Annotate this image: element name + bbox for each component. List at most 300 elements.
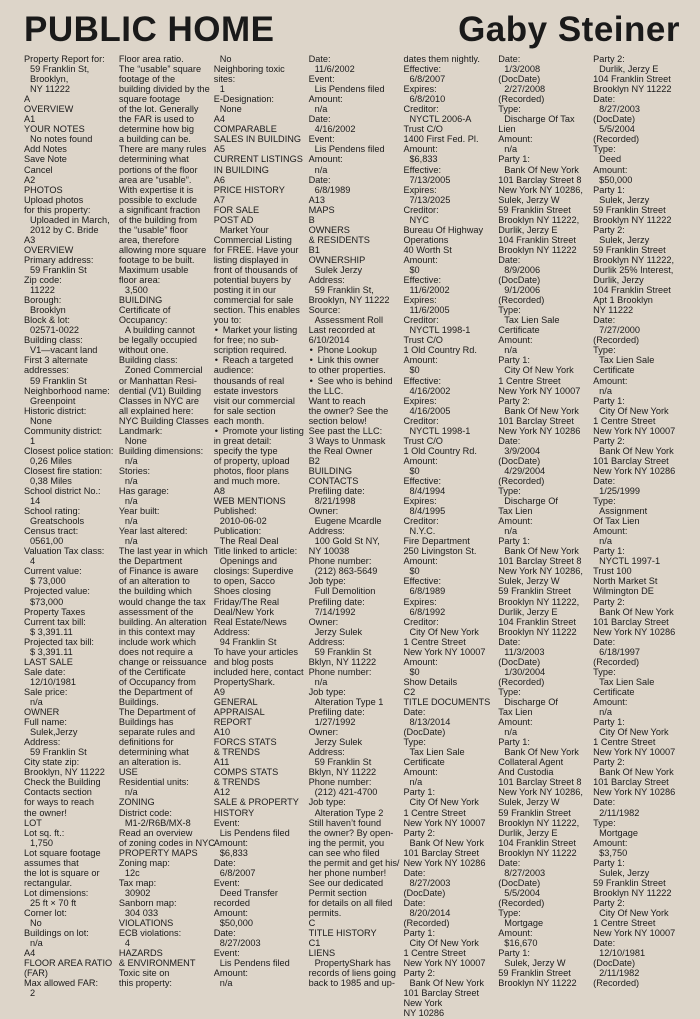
report-line-text: Date:	[213, 857, 236, 868]
report-line	[214, 787, 301, 797]
report-line	[24, 84, 111, 94]
report-line	[309, 265, 396, 275]
report-line-text: (DocDate)	[403, 887, 446, 898]
report-line-text: Owner:	[308, 616, 339, 627]
report-line	[214, 928, 301, 938]
report-line	[119, 777, 206, 787]
report-line-text: A4	[24, 948, 36, 959]
report-line-text: Durlik, Jerzy E	[498, 224, 558, 235]
report-line	[119, 968, 206, 978]
report-line-text: Creditor:	[403, 104, 439, 115]
report-line-text: Alteration Type 1	[314, 697, 384, 707]
report-line-text: Job type:	[308, 797, 346, 808]
report-line-text: Party 2:	[593, 897, 625, 908]
report-line	[24, 717, 111, 727]
report-line-text: Type:	[593, 496, 616, 507]
report-line-text: 11/6/2002	[409, 285, 450, 296]
report-line-text: Date:	[593, 797, 616, 808]
report-line-text: Date:	[498, 54, 521, 64]
report-line	[593, 195, 680, 205]
report-line	[498, 948, 585, 958]
report-line-text: NYC Building Classes	[118, 415, 209, 426]
report-line-text: n/a	[124, 455, 138, 466]
report-line	[403, 978, 490, 988]
report-line	[309, 295, 396, 305]
report-line	[309, 546, 396, 556]
report-line	[309, 84, 396, 94]
report-line-text: 6/8/2007	[219, 867, 256, 878]
report-line-text: CONTACTS	[308, 475, 359, 486]
report-line-text: 8/27/2003	[599, 104, 641, 115]
report-line	[403, 556, 490, 566]
report-line-text: Event:	[213, 948, 240, 959]
report-line	[309, 144, 396, 154]
report-line-text: Wilmington DE	[593, 586, 654, 597]
report-line-text: New York NY 10007	[593, 928, 676, 939]
report-line-text: Block & lot:	[24, 315, 70, 326]
report-line-text: 59 Franklin Street	[593, 204, 666, 215]
report-line-text: n/a	[504, 144, 518, 155]
report-line	[214, 265, 301, 275]
report-line-text: 101 Barclay Street 8	[498, 777, 582, 788]
report-line-text: $6,833	[409, 154, 438, 165]
report-line-text: Year built:	[118, 506, 160, 517]
report-line-text: 59 Franklin Street	[593, 877, 666, 888]
report-line-text: Sale date:	[24, 666, 66, 677]
report-line-text: 1 Centre Street	[403, 636, 466, 647]
report-line-text: her phone number!	[308, 867, 387, 878]
report-line	[403, 265, 490, 275]
report-line	[119, 818, 206, 828]
report-line-text: 59 Franklin St	[30, 747, 87, 758]
report-line	[403, 496, 490, 506]
report-line	[403, 566, 490, 576]
report-line-text: Party 2:	[403, 827, 436, 838]
report-line-text: Sulek, Jerzy W	[504, 958, 566, 969]
report-line-text: Date:	[308, 174, 331, 185]
report-line	[214, 295, 301, 305]
report-line	[403, 295, 490, 305]
report-line-text: footage of the	[118, 74, 176, 85]
report-line-text: Date:	[593, 475, 616, 486]
report-line-text: 1 Old Country Rd.	[403, 445, 477, 456]
report-line	[24, 908, 111, 918]
report-line	[403, 94, 490, 104]
report-line	[593, 104, 680, 114]
report-line-text: & TRENDS	[213, 747, 261, 758]
report-line-text: Classes in NYC are	[118, 395, 200, 406]
report-line	[24, 165, 111, 175]
report-line-text: B2	[308, 455, 320, 466]
report-line-text: Date:	[403, 707, 426, 718]
report-line	[119, 486, 206, 496]
report-line	[403, 426, 490, 436]
report-line-text: 8/21/1998	[314, 496, 356, 507]
report-line-text: CURRENT LISTINGS	[213, 154, 303, 165]
report-line-text: Show Details	[403, 676, 458, 687]
report-line	[498, 858, 585, 868]
report-line-text: Sulek, Jerzy	[599, 234, 650, 245]
report-line-text: Amount:	[403, 254, 438, 265]
report-line-text: Buildings.	[118, 697, 159, 707]
report-line	[24, 275, 111, 285]
report-line-text: (Recorded)	[593, 978, 640, 989]
report-line-text: all explained here:	[118, 405, 194, 416]
report-line	[309, 486, 396, 496]
report-line-text: the lot is square or	[24, 867, 100, 878]
report-line-text: Link this owner	[317, 355, 379, 366]
report-line-text: Expires:	[403, 395, 437, 406]
report-line	[119, 195, 206, 205]
report-line	[214, 546, 301, 556]
bullet-icon: •	[309, 345, 313, 356]
report-line-text: Want to reach	[308, 395, 366, 406]
report-line-text: Phone number:	[308, 556, 372, 567]
report-line	[403, 245, 490, 255]
report-line-text: New York NY 10007	[403, 817, 486, 828]
report-line	[498, 205, 585, 215]
report-line	[214, 205, 301, 215]
report-line-text: for FREE. Have your	[213, 244, 299, 255]
report-line-text: or Manhattan Resi-	[118, 375, 197, 386]
report-line-text: None	[124, 435, 147, 446]
report-line	[214, 215, 301, 225]
report-line-text: Brooklyn NY 11222	[498, 244, 577, 255]
report-line-text: Discharge Of	[504, 496, 558, 507]
report-line	[214, 838, 301, 848]
report-line	[119, 446, 206, 456]
report-line	[119, 978, 206, 988]
report-line	[498, 345, 585, 355]
report-line	[214, 878, 301, 888]
report-line	[498, 144, 585, 154]
report-line	[214, 797, 301, 807]
report-line-text: Tax Lien Sale	[599, 355, 655, 366]
report-line-text: 8/4/1994	[409, 486, 446, 497]
report-line-text: Expires:	[403, 596, 437, 607]
report-line	[119, 868, 206, 878]
report-line-text: Sanborn map:	[118, 897, 177, 908]
report-line	[214, 737, 301, 747]
report-line-text: School district No.:	[24, 486, 101, 497]
report-line-text: NY 10038	[308, 546, 350, 557]
report-line	[498, 466, 585, 476]
report-line-text: 1	[30, 435, 36, 446]
report-line	[214, 687, 301, 697]
report-line	[24, 757, 111, 767]
report-line-text: Trust C/O	[403, 124, 443, 135]
report-line	[24, 566, 111, 576]
report-line	[403, 878, 490, 888]
bullet-icon: •	[214, 355, 218, 366]
report-line-text: PropertyShark.	[213, 676, 275, 687]
report-line	[309, 134, 396, 144]
report-line	[119, 456, 206, 466]
report-line-text: 101 Barclay Street	[593, 455, 669, 466]
report-line-text: Event:	[308, 74, 335, 85]
report-line	[24, 737, 111, 747]
report-line	[403, 275, 490, 285]
report-line-text: 101 Barclay Street 8	[498, 174, 582, 185]
report-line	[309, 516, 396, 526]
report-line	[119, 898, 206, 908]
report-line-text: Publication:	[213, 526, 262, 537]
report-line-text: Save Note	[24, 154, 67, 165]
report-line-text: n/a	[30, 697, 43, 707]
report-line-text: 4	[124, 938, 130, 949]
report-line	[24, 476, 111, 486]
report-line	[498, 808, 585, 818]
report-line-text: Mortgage	[504, 918, 544, 929]
report-line	[119, 376, 206, 386]
text-column-7	[593, 54, 680, 989]
report-line	[119, 315, 206, 325]
report-line-text: (DocDate)	[593, 958, 636, 969]
report-line	[309, 808, 396, 818]
report-line-text: potential buyers by	[213, 275, 291, 286]
report-line	[403, 637, 490, 647]
report-line	[24, 818, 111, 828]
report-line	[119, 516, 206, 526]
report-line-text: included here, contact	[213, 666, 304, 677]
report-line-text: Market your listing	[222, 325, 298, 336]
report-line	[214, 858, 301, 868]
report-line-text: 1/3/2008	[504, 64, 541, 75]
report-line	[119, 617, 206, 627]
report-line-text: A8	[213, 486, 225, 497]
report-line	[498, 165, 585, 175]
report-line	[309, 908, 396, 918]
report-line-text: Zip code:	[24, 275, 62, 286]
report-line	[214, 516, 301, 526]
report-line-text: 59 Franklin Street	[593, 244, 666, 255]
report-line	[24, 808, 111, 818]
report-line-text: 4/16/2002	[314, 124, 356, 135]
report-line	[24, 536, 111, 546]
report-line-text: 101 Barclay Street 8	[498, 556, 582, 567]
report-line-text: 7/27/2000	[599, 325, 641, 336]
report-line-text: Brooklyn NY 11222	[498, 626, 577, 637]
report-line-text: Lis Pendens filed	[219, 958, 290, 969]
report-line	[403, 707, 490, 717]
report-line	[403, 597, 490, 607]
report-line	[309, 315, 396, 325]
report-line-text: Amount:	[498, 134, 533, 145]
report-line-text: Lot sq. ft.:	[24, 827, 65, 838]
report-line	[593, 54, 680, 64]
report-line-text: rectangular.	[24, 877, 73, 888]
report-line	[403, 888, 490, 898]
report-line	[498, 828, 585, 838]
report-line	[498, 185, 585, 195]
report-line	[498, 365, 585, 375]
report-line-text: Amount:	[403, 556, 438, 567]
report-line-text: in this context may	[118, 626, 195, 637]
report-line-text: Projected value:	[24, 586, 90, 597]
report-line-text: an alteration is.	[118, 757, 182, 768]
report-line-text: A5	[213, 144, 225, 155]
report-line	[498, 777, 585, 787]
report-line-text: OWNERSHIP	[308, 254, 366, 265]
report-line-text: Property Taxes	[24, 606, 86, 617]
report-line-text: A9	[213, 686, 225, 697]
report-line-text: posting it in our	[213, 285, 277, 296]
report-line-text: $0	[409, 566, 420, 577]
report-line	[403, 687, 490, 697]
report-line	[119, 717, 206, 727]
report-line-text: 1 Centre Street	[403, 948, 466, 959]
report-line	[119, 225, 206, 235]
report-line-text: Tax map:	[118, 877, 157, 888]
report-line-text: N.Y.C.	[409, 526, 436, 537]
report-line-text: Tax Lien Sale	[409, 747, 465, 758]
report-line	[309, 54, 396, 64]
report-line-text: Date:	[498, 857, 521, 868]
report-line-text: New York	[403, 998, 443, 1009]
report-line-text: No	[219, 54, 232, 64]
report-line	[403, 195, 490, 205]
report-line-text: Last recorded at	[308, 325, 375, 336]
report-line	[593, 808, 680, 818]
report-line	[119, 285, 206, 295]
report-line-text: Buildings on lot:	[24, 928, 89, 939]
report-line-text: 1400 First Fed. Pl.	[403, 134, 479, 145]
report-line	[24, 154, 111, 164]
report-line	[309, 818, 396, 828]
report-line-text: the Real Owner	[308, 445, 373, 456]
report-line	[24, 436, 111, 446]
report-line	[24, 918, 111, 928]
report-line	[24, 406, 111, 416]
report-line	[498, 446, 585, 456]
report-line-text: V1—vacant land	[30, 345, 98, 356]
report-line	[309, 627, 396, 637]
report-line-text: Date:	[498, 636, 521, 647]
report-line-text: 59 Franklin Street	[498, 968, 571, 979]
report-line	[309, 697, 396, 707]
report-line	[593, 637, 680, 647]
report-line	[593, 536, 680, 546]
report-line-text: (DocDate)	[498, 275, 541, 286]
report-line-text: Type:	[498, 686, 521, 697]
report-line-text: the FAR is used to	[118, 114, 194, 125]
report-line	[403, 305, 490, 315]
report-line-text: Friday/The Real	[213, 596, 280, 607]
report-line	[593, 627, 680, 637]
report-line-text: back to 1985 and up-	[308, 978, 395, 989]
report-line	[24, 637, 111, 647]
report-line	[593, 295, 680, 305]
report-line-text: Building class:	[118, 355, 178, 366]
report-line-text: (DocDate)	[498, 877, 541, 888]
report-line-text: Party 2:	[593, 224, 625, 235]
report-line	[309, 195, 396, 205]
report-line	[498, 968, 585, 978]
report-line-text: n/a	[599, 385, 612, 396]
report-line	[593, 446, 680, 456]
report-line-text: Phone number:	[308, 777, 372, 788]
report-line-text: Date:	[213, 928, 236, 939]
report-line	[214, 607, 301, 617]
report-line	[593, 255, 680, 265]
report-line	[403, 808, 490, 818]
report-line-text: (212) 421-4700	[314, 787, 378, 798]
report-line	[403, 586, 490, 596]
report-line-text: 12c	[124, 867, 140, 878]
report-line	[593, 396, 680, 406]
report-line	[24, 175, 111, 185]
report-line	[593, 858, 680, 868]
report-line	[593, 486, 680, 496]
report-line	[119, 858, 206, 868]
report-line-text: First 3 alternate	[24, 355, 88, 366]
report-line-text: ECB violations:	[118, 928, 182, 939]
report-line-text: of Occupancy from	[118, 676, 196, 687]
report-line-text: Amount:	[593, 375, 628, 386]
report-line	[593, 737, 680, 747]
report-line-text: Amount:	[403, 455, 438, 466]
report-line	[24, 898, 111, 908]
report-line	[498, 516, 585, 526]
report-line-text: a building can be.	[118, 134, 191, 145]
report-line	[593, 777, 680, 787]
report-line	[24, 466, 111, 476]
report-line	[309, 466, 396, 476]
report-line-text: Collateral Agent	[498, 757, 564, 768]
report-line	[119, 586, 206, 596]
report-line-text: assessment of the	[118, 606, 194, 617]
report-line-text: does not require a	[118, 646, 193, 657]
report-line	[119, 958, 206, 968]
report-line	[119, 175, 206, 185]
report-line-text: School rating:	[24, 506, 81, 517]
report-line	[403, 64, 490, 74]
report-line-text: Deed Transfer	[219, 887, 278, 898]
report-line	[24, 265, 111, 275]
report-line	[498, 546, 585, 556]
report-line	[214, 828, 301, 838]
report-line	[24, 64, 111, 74]
report-line-text: Effective:	[403, 576, 442, 587]
report-line	[593, 64, 680, 74]
report-line	[403, 848, 490, 858]
report-line	[593, 576, 680, 586]
report-line	[593, 767, 680, 777]
report-line	[403, 84, 490, 94]
report-line-text: 4	[30, 556, 36, 567]
report-line	[309, 114, 396, 124]
report-line	[309, 124, 396, 134]
report-line-text: addresses:	[24, 365, 69, 376]
report-line-text: Commercial Listing	[213, 234, 292, 245]
report-line-text: commercial for sale	[213, 295, 294, 306]
report-line	[119, 104, 206, 114]
report-line-text: Date:	[403, 897, 426, 908]
report-line	[593, 205, 680, 215]
report-line-text: BUILDING	[118, 295, 163, 306]
report-line-text: 5/5/2004	[504, 887, 541, 898]
report-line-text: TITLE HISTORY	[308, 928, 377, 939]
report-line-text: Buildings has	[118, 717, 174, 728]
report-line-text: 1/27/1992	[314, 717, 356, 728]
report-line-text: 3/9/2004	[504, 445, 541, 456]
report-line	[24, 506, 111, 516]
report-line-text: Prefiling date:	[308, 486, 365, 497]
report-line	[403, 868, 490, 878]
report-line	[119, 305, 206, 315]
report-line-text: 12/10/1981	[599, 948, 646, 959]
report-line-text: COMPARABLE	[213, 124, 277, 135]
